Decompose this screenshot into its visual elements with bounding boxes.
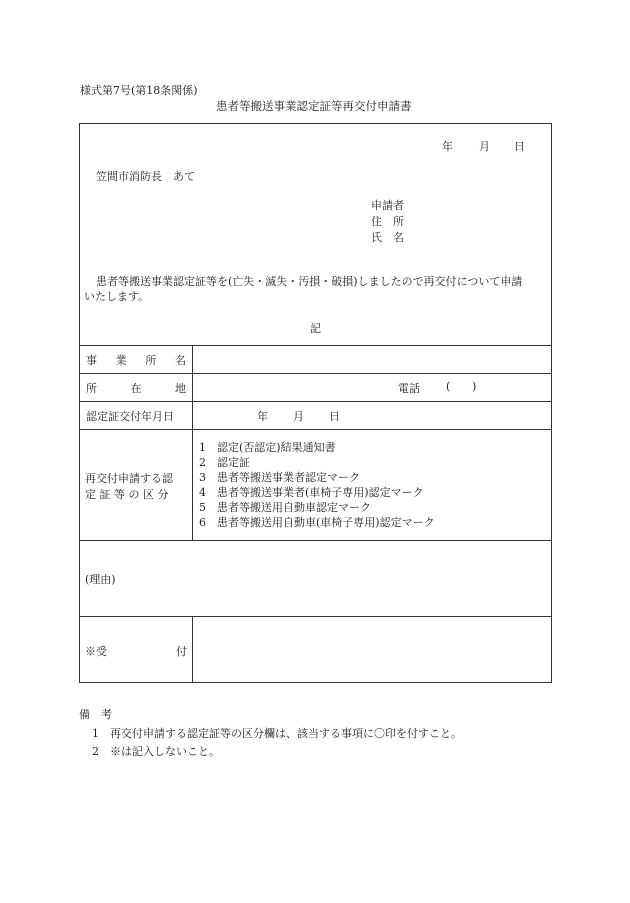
issue-day-label: 日 xyxy=(329,410,340,423)
notes-heading: 備 考 xyxy=(79,708,112,721)
column-divider xyxy=(192,345,193,429)
reason-field[interactable] xyxy=(140,554,540,604)
business-name-label: 事 業 所 名 xyxy=(86,354,186,367)
category-option[interactable]: 3 患者等搬送事業者認定マーク xyxy=(199,471,360,484)
row-divider xyxy=(80,540,551,541)
applicant-label: 申請者 xyxy=(371,199,404,212)
category-option[interactable]: 5 患者等搬送用自動車認定マーク xyxy=(199,501,371,514)
category-option[interactable]: 6 患者等搬送用自動車(車椅子専用)認定マーク xyxy=(199,516,435,529)
row-divider xyxy=(80,373,551,374)
phone-paren-close: ) xyxy=(472,380,477,393)
category-label-line-2: 定 証 等 の 区 分 xyxy=(85,488,169,501)
form-number: 様式第7号(第18条関係) xyxy=(80,84,198,97)
issue-month-label: 月 xyxy=(293,410,304,423)
reason-label: (理由) xyxy=(85,573,116,586)
note-item: 2 ※は記入しないこと。 xyxy=(92,745,220,758)
date-day-label: 日 xyxy=(514,140,525,153)
category-option[interactable]: 2 認定証 xyxy=(199,456,250,469)
row-divider xyxy=(80,345,551,346)
column-divider xyxy=(192,616,193,682)
row-divider xyxy=(80,429,551,430)
category-label-line-1: 再交付申請する認 xyxy=(85,472,173,485)
note-item: 1 再交付申請する認定証等の区分欄は、該当する事項に〇印を付すこと。 xyxy=(92,727,462,740)
phone-paren-open: ( xyxy=(446,380,451,393)
receipt-label-end: 付 xyxy=(176,645,187,658)
category-option[interactable]: 4 患者等搬送事業者(車椅子専用)認定マーク xyxy=(199,486,424,499)
issue-date-label: 認定証交付年月日 xyxy=(86,410,174,423)
applicant-address-label: 住 所 xyxy=(371,215,404,228)
statement-line-1: 患者等搬送事業認定証等を(亡失・滅失・汚損・破損)しましたので再交付について申請 xyxy=(96,275,523,288)
category-list xyxy=(199,440,435,530)
addressee: 笠間市消防長 あて xyxy=(96,170,195,183)
document-title: 患者等搬送事業認定証等再交付申請書 xyxy=(216,99,412,113)
location-field[interactable] xyxy=(198,377,388,397)
date-year-label: 年 xyxy=(442,140,453,153)
application-form-table xyxy=(79,123,552,683)
business-name-field[interactable] xyxy=(198,349,546,369)
statement-line-2: いたします。 xyxy=(84,290,150,303)
row-divider xyxy=(80,401,551,402)
column-divider xyxy=(192,429,193,540)
row-divider xyxy=(80,616,551,617)
date-month-label: 月 xyxy=(479,140,490,153)
location-label: 所 在 地 xyxy=(86,382,186,395)
issue-year-label: 年 xyxy=(257,410,268,423)
applicant-name-label: 氏 名 xyxy=(371,231,404,244)
ki-label: 記 xyxy=(310,322,321,335)
receipt-label: ※受 xyxy=(85,645,107,658)
category-option[interactable]: 1 認定(否認定)結果通知書 xyxy=(199,441,336,454)
phone-label: 電話 xyxy=(398,382,420,395)
